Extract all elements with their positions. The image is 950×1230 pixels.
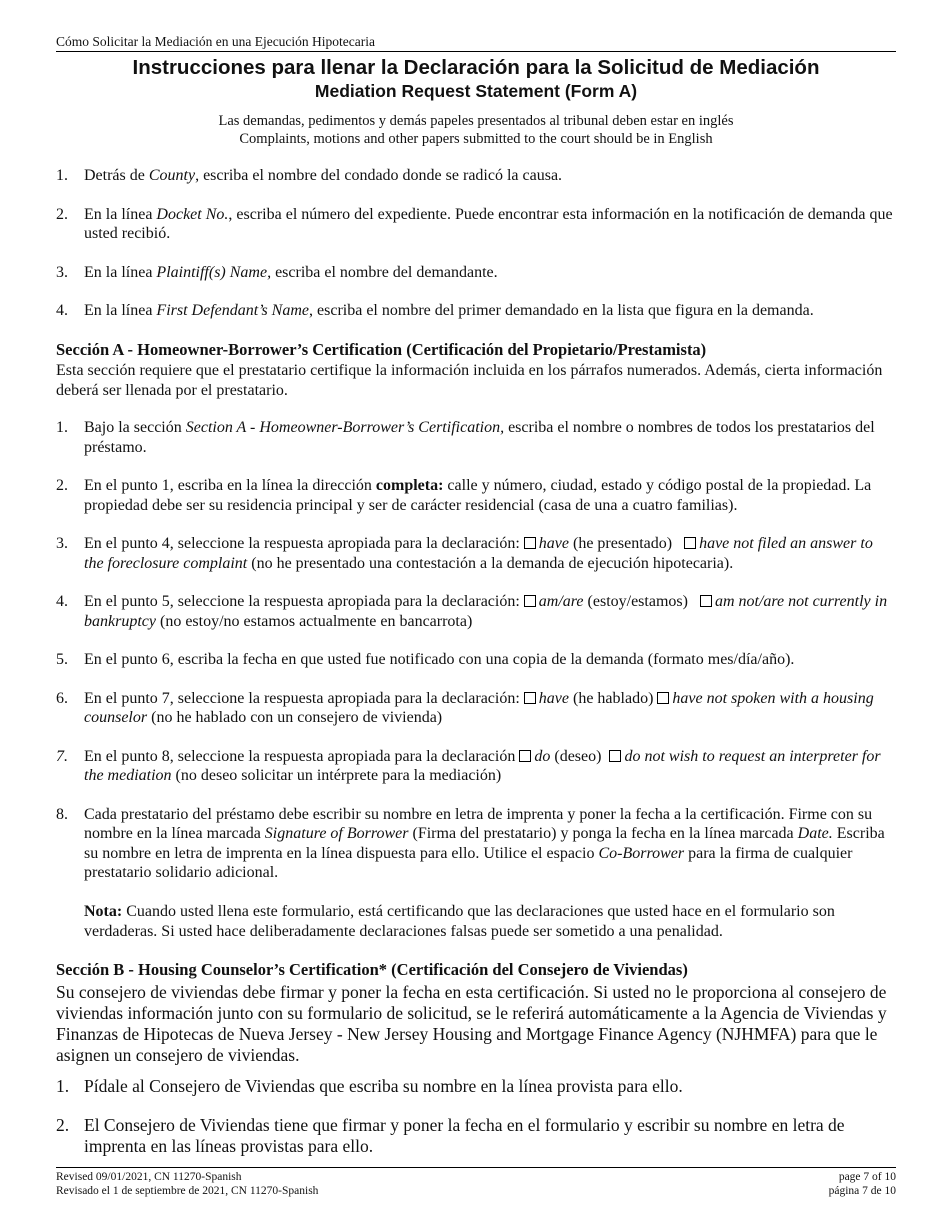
item-text: , escriba el nombre del condado donde se radicó la causa.: [195, 167, 563, 184]
item-text: En la línea: [84, 205, 157, 223]
item-text-italic: have: [538, 689, 569, 707]
nota-label: Nota:: [84, 903, 123, 920]
item-text: Escriba su nombre en letra de imprenta en la línea dispuesta para ello. Utilice el espacio: [84, 825, 885, 862]
field-name-docket: Docket No.: [156, 205, 229, 223]
item-text: Detrás de: [84, 167, 149, 184]
page-title: [56, 56, 896, 102]
title-line-1: Instrucciones para llenar la Declaración para la Solicitud de Mediación: [132, 56, 820, 79]
list-item: [56, 747, 896, 786]
item-number: 3.: [56, 535, 68, 552]
item-text-italic: do: [534, 747, 551, 765]
nota-text: Cuando usted llena este formulario, está certificando que las declaraciones que usted hace en el formulario son verdaderas. Si usted hace deliberadamente declaraciones falsas puede ser sometido a una penalidad.: [84, 903, 835, 940]
item-number: 1.: [56, 167, 68, 184]
language-note: [56, 113, 896, 148]
item-number: 2.: [56, 205, 68, 223]
section-b-intro: Su consejero de viviendas debe firmar y poner la fecha en esta certificación. Si usted no le proporciona al consejero de viviendas información junto con su formulario de solicitud, se le referirá automáticamente a la Agencia de Viviendas y Finanzas de Hipotecas de Nueva Jersey - New Jersey Housing and Mortgage Finance Agency (NJHMFA) para que le asignen un consejero de viviendas.: [56, 982, 887, 1065]
item-text: En el punto 8, seleccione la respuesta apropiada para la declaración: [84, 747, 520, 765]
list-item: [56, 1076, 896, 1097]
item-text: escriba el nombre o nombres de todos los prestatarios del préstamo.: [84, 419, 875, 456]
language-note-spanish: Las demandas, pedimentos y demás papeles presentados al tribunal deben estar en inglés: [218, 113, 734, 129]
section-a-heading: Sección A - Homeowner-Borrower’s Certification (Certificación del Propietario/Prestamista): [56, 340, 707, 359]
list-item: [56, 592, 896, 631]
list-item: [56, 301, 896, 321]
list-item: [56, 1115, 896, 1157]
item-text-italic: have: [538, 535, 569, 552]
item-text: Cada prestatario del préstamo debe escribir su nombre en letra de imprenta y poner la fecha a la certificación. Firme con su nombre en la línea marcada: [84, 805, 873, 842]
checkbox-icon: [700, 595, 712, 607]
item-number: 1.: [56, 1076, 70, 1096]
running-header: Cómo Solicitar la Mediación en una Ejecución Hipotecaria: [56, 34, 376, 49]
item-text: (no estoy/no estamos actualmente en bancarrota): [155, 612, 473, 630]
item-text: Pídale al Consejero de Viviendas que escriba su nombre en la línea provista para ello.: [84, 1076, 683, 1096]
title-line-2: Mediation Request Statement (Form A): [314, 81, 638, 101]
item-text: El Consejero de Viviendas tiene que firmar y poner la fecha en el formulario y escribir su nombre en letra de imprenta en las líneas provistas para ello.: [84, 1115, 845, 1156]
item-number: 6.: [56, 689, 68, 707]
footer-revision-english: Revised 09/01/2021, CN 11270-Spanish: [56, 1171, 242, 1183]
intro-instructions-list: [56, 166, 896, 321]
item-text-italic: am not/are not currently in bankruptcy: [84, 593, 888, 630]
item-text-italic: Co-Borrower: [598, 844, 685, 862]
item-text-italic: have not filed an answer to the foreclosure complaint: [84, 535, 873, 572]
item-text: En el punto 4, seleccione la respuesta apropiada para la declaración:: [84, 535, 524, 552]
item-text: para la firma de cualquier prestatario solidario adicional.: [84, 844, 853, 881]
field-name-plaintiff: Plaintiff(s) Name,: [156, 263, 272, 281]
item-text-italic: Signature of Borrower: [264, 825, 409, 842]
item-number: 1.: [56, 419, 68, 436]
field-name-county: County: [148, 167, 196, 184]
list-item: [56, 166, 896, 186]
list-item: [56, 263, 896, 283]
nota-paragraph: [84, 902, 896, 941]
item-text: Bajo la sección: [84, 419, 186, 436]
item-text: En el punto 1, escriba en la línea la dirección: [84, 477, 376, 494]
checkbox-icon: [524, 692, 536, 704]
item-text: (no deseo solicitar un intérprete para la mediación): [171, 767, 502, 784]
list-item: [56, 650, 896, 670]
section-a-intro: Esta sección requiere que el prestatario certifique la información incluida en los párrafos numerados. Además, cierta información deberá ser llenada por el prestatario.: [56, 362, 883, 399]
header-rule: [56, 51, 896, 52]
item-number: 2.: [56, 477, 68, 494]
footer-revision: [56, 1170, 318, 1198]
item-text: En el punto 6, escriba la fecha en que usted fue notificado con una copia de la demanda (formato mes/día/año).: [84, 651, 795, 668]
field-name-defendant: First Defendant’s Name: [156, 302, 310, 319]
footer-page-number: [829, 1170, 896, 1198]
footer-revision-spanish: Revisado el 1 de septiembre de 2021, CN 11270-Spanish: [56, 1185, 319, 1197]
list-item: [56, 205, 896, 244]
item-text-italic: Section A - Homeowner-Borrower’s Certification,: [185, 419, 505, 436]
list-item: [56, 689, 896, 728]
list-item: [56, 418, 896, 457]
item-text: , escriba el nombre del primer demandado en la lista que figura en la demanda.: [309, 302, 814, 319]
item-text: (he presentado): [569, 535, 677, 552]
item-number: 7.: [56, 747, 68, 765]
item-text: escriba el nombre del demandante.: [271, 263, 498, 281]
item-text: calle y número, ciudad, estado y código postal de la propiedad. La propiedad debe ser su residencia principal y ser de carácter residencial (casa de una a cuatro familias).: [84, 477, 872, 514]
list-item: [56, 476, 896, 515]
item-text-italic: Date.: [797, 825, 833, 842]
item-text: (no he hablado con un consejero de vivienda): [147, 709, 443, 726]
language-note-english: Complaints, motions and other papers submitted to the court should be in English: [239, 130, 713, 147]
item-number: 4.: [56, 593, 68, 610]
item-text: , escriba el número del expediente. Puede encontrar esta información en la notificación de demanda que usted recibió.: [84, 205, 893, 242]
checkbox-icon: [524, 595, 536, 607]
item-text-italic: have not spoken with a housing counselor: [84, 689, 874, 726]
item-text-italic: do not wish to request an interpreter for the mediation: [84, 747, 881, 784]
checkbox-icon: [684, 537, 696, 549]
item-text: (Firma del prestatario) y ponga la fecha en la línea marcada: [408, 825, 798, 842]
item-text: En el punto 7, seleccione la respuesta apropiada para la declaración:: [84, 689, 524, 707]
item-number: 5.: [56, 651, 68, 668]
checkbox-icon: [657, 692, 669, 704]
page-number-english: page 7 of 10: [838, 1171, 896, 1183]
page-number-spanish: página 7 de 10: [828, 1185, 896, 1197]
checkbox-icon: [524, 537, 536, 549]
item-text: En la línea: [84, 302, 157, 319]
item-number: 3.: [56, 263, 68, 281]
list-item: [56, 534, 896, 573]
item-text: En el punto 5, seleccione la respuesta apropiada para la declaración:: [84, 593, 524, 610]
item-number: 8.: [56, 805, 68, 823]
section-b-heading: Sección B - Housing Counselor’s Certification* (Certificación del Consejero de Viviendas): [56, 960, 688, 979]
item-text: (he hablado): [569, 689, 658, 707]
list-item: [56, 805, 896, 883]
item-text: (no he presentado una contestación a la demanda de ejecución hipotecaria).: [247, 554, 734, 572]
document-page: [56, 0, 896, 1230]
item-number: 2.: [56, 1115, 70, 1135]
item-text-bold: completa:: [375, 477, 444, 494]
item-number: 4.: [56, 302, 68, 319]
footer-rule: [56, 1167, 896, 1168]
checkbox-icon: [609, 750, 621, 762]
item-text-italic: am/are: [538, 593, 584, 610]
item-text: (estoy/estamos): [583, 593, 692, 610]
section-b-list: [56, 1076, 896, 1157]
section-a-list: [56, 418, 896, 883]
item-text: En la línea: [84, 263, 157, 281]
checkbox-icon: [519, 750, 531, 762]
item-text: (deseo): [550, 747, 606, 765]
